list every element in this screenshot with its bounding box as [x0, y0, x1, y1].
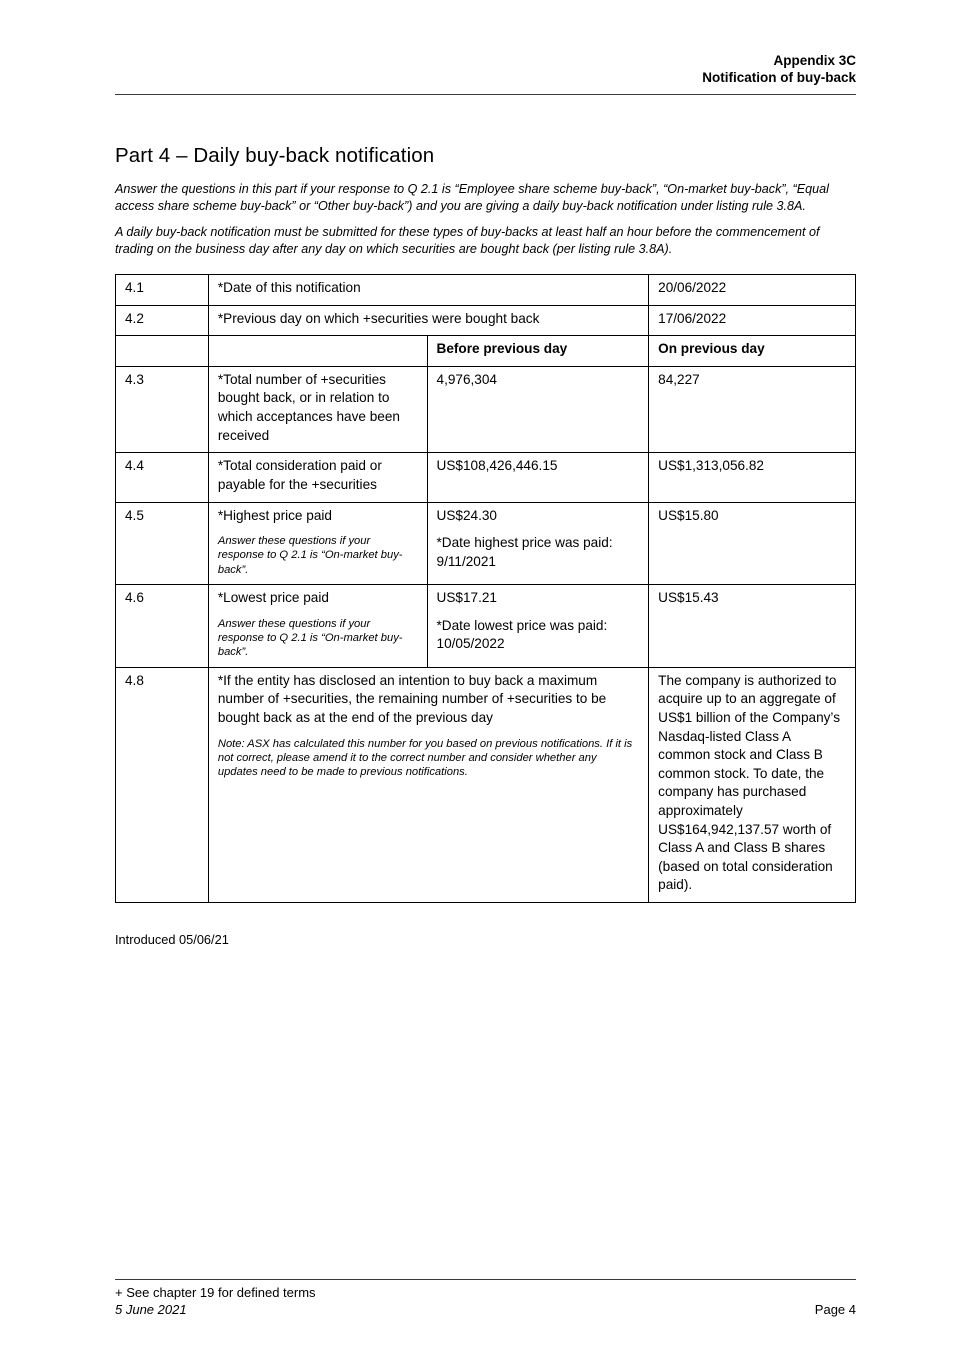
row-4-2-number: 4.2	[116, 305, 209, 336]
row-4-1	[116, 275, 856, 306]
column-header-on: On previous day	[649, 336, 856, 367]
doc-subtitle: Notification of buy-back	[702, 70, 856, 86]
row-4-6-number: 4.6	[116, 585, 209, 668]
row-4-8	[116, 667, 856, 902]
row-4-5-before-date: *Date highest price was paid: 9/11/2021	[436, 535, 613, 569]
row-4-3-on-value: 84,227	[649, 366, 856, 452]
row-4-3-number: 4.3	[116, 366, 209, 452]
row-4-8-number: 4.8	[116, 667, 209, 902]
row-4-5	[116, 502, 856, 585]
row-4-5-question	[208, 502, 427, 585]
row-4-2	[116, 305, 856, 336]
row-4-5-before-cell	[427, 502, 649, 585]
row-4-6-question	[208, 585, 427, 668]
footer-date: 5 June 2021	[115, 1302, 187, 1318]
defined-terms-note: + See chapter 19 for defined terms	[115, 1285, 316, 1301]
page-number: Page 4	[814, 1302, 856, 1318]
row-4-5-on-value: US$15.80	[649, 502, 856, 585]
row-4-6	[116, 585, 856, 668]
column-header-empty-2	[208, 336, 427, 367]
buyback-notification-table	[115, 274, 856, 903]
row-4-3	[116, 366, 856, 452]
row-4-8-question	[208, 667, 648, 902]
row-4-6-question-label: *Lowest price paid	[217, 590, 329, 606]
introduced-note: Introduced 05/06/21	[115, 932, 229, 948]
row-4-3-before-value: 4,976,304	[427, 366, 649, 452]
part-title: Part 4 – Daily buy-back notification	[115, 143, 435, 167]
row-4-4-before-value: US$108,426,446.15	[427, 453, 649, 502]
row-4-3-question: *Total number of +securities bought back, or in relation to which acceptances have been received	[208, 366, 427, 452]
row-4-6-question-note: Answer these questions if your response to Q 2.1 is “On-market buy-back”.	[217, 617, 403, 659]
row-4-2-question: *Previous day on which +securities were bought back	[208, 305, 648, 336]
intro-paragraph-2: A daily buy-back notification must be submitted for these types of buy-backs at least half an hour before the commencement of trading on the business day after any day on which securities are bought back (per listing rule 3.8A).	[115, 224, 820, 256]
column-header-empty-1	[116, 336, 209, 367]
row-4-6-on-value: US$15.43	[649, 585, 856, 668]
appendix-label: Appendix 3C	[773, 53, 856, 68]
column-header-before: Before previous day	[427, 336, 649, 367]
row-4-1-question: *Date of this notification	[208, 275, 648, 306]
intro-paragraph-1: Answer the questions in this part if your response to Q 2.1 is “Employee share scheme buy-back”, “On-market buy-back”, “Equal access share scheme buy-back” or “Other buy-back”) and you are giving a daily buy-back notification under listing rule 3.8A.	[115, 181, 829, 213]
row-4-1-value: 20/06/2022	[649, 275, 856, 306]
footer-rule	[115, 1279, 856, 1280]
row-4-5-before-value: US$24.30	[436, 507, 497, 523]
row-4-8-value: The company is authorized to acquire up to an aggregate of US$1 billion of the Company’s Nasdaq-listed Class A common stock and Class B common stock. To date, the company has purchased approximately US$164,942,137.57 worth of Class A and Class B shares (based on total consideration paid).	[649, 667, 856, 902]
row-4-5-question-label: *Highest price paid	[217, 507, 332, 523]
row-4-4-question: *Total consideration paid or payable for the +securities	[208, 453, 427, 502]
row-4-1-number: 4.1	[116, 275, 209, 306]
doc-header	[115, 52, 856, 95]
row-4-8-question-note: Note: ASX has calculated this number for you based on previous notifications. If it is not correct, please amend it to the correct number and consider whether any updates need to be made to previous notifications.	[217, 737, 633, 779]
row-4-8-question-label: *If the entity has disclosed an intention to buy back a maximum number of +securities, the remaining number of +securities to be bought back as at the end of the previous day	[217, 672, 607, 725]
header-rule	[115, 94, 856, 95]
row-4-6-before-value: US$17.21	[436, 590, 497, 606]
column-header-row	[116, 336, 856, 367]
row-4-5-number: 4.5	[116, 502, 209, 585]
row-4-5-question-note: Answer these questions if your response to Q 2.1 is “On-market buy-back”.	[217, 535, 403, 576]
page-footer	[115, 1279, 856, 1319]
row-4-6-before-cell	[427, 585, 649, 668]
row-4-4-on-value: US$1,313,056.82	[649, 453, 856, 502]
footer-left	[115, 1285, 316, 1319]
row-4-2-value: 17/06/2022	[649, 305, 856, 336]
row-4-4	[116, 453, 856, 502]
row-4-4-number: 4.4	[116, 453, 209, 502]
row-4-6-before-date: *Date lowest price was paid: 10/05/2022	[436, 617, 608, 652]
